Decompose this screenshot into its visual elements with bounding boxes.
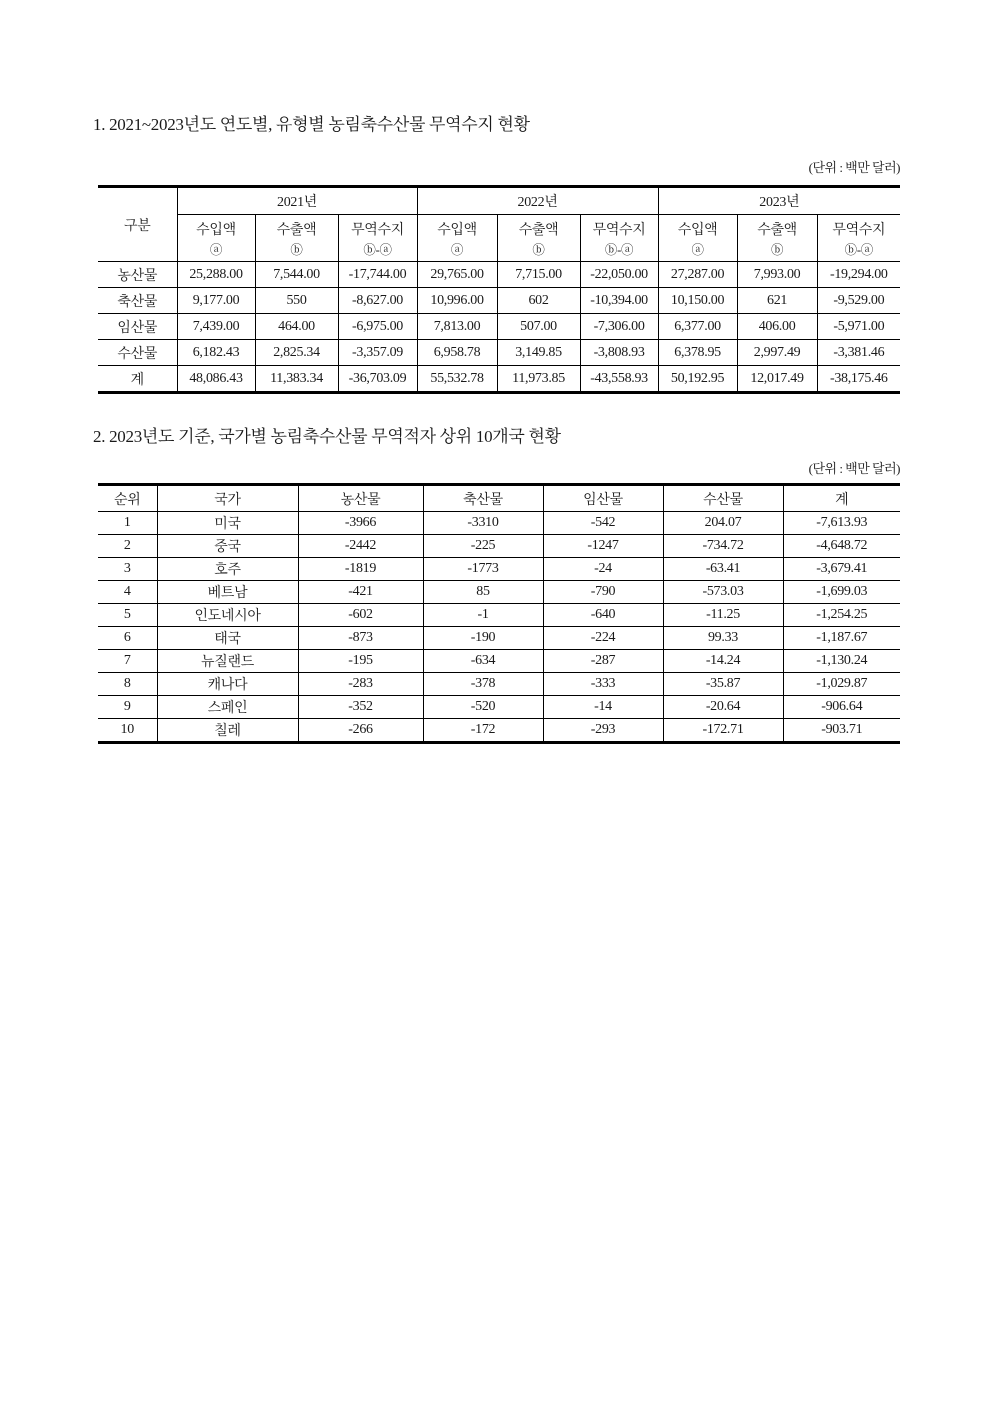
col-header-fishery: 수산물: [663, 485, 783, 512]
col-header-export: 수출액 ⓑ: [497, 215, 580, 262]
country-cell: 인도네시아: [157, 604, 298, 627]
value-cell: -3,381.46: [817, 340, 900, 366]
col-header-agriculture: 농산물: [298, 485, 423, 512]
circled-a-mark: ⓐ: [691, 242, 704, 257]
value-cell: -1,187.67: [783, 627, 900, 650]
country-cell: 태국: [157, 627, 298, 650]
value-cell: 550: [255, 288, 338, 314]
country-cell: 캐나다: [157, 673, 298, 696]
rank-cell: 9: [98, 696, 157, 719]
col-header-year-2023: 2023년: [658, 187, 900, 215]
value-cell: 7,439.00: [177, 314, 255, 340]
value-cell: 99.33: [663, 627, 783, 650]
value-cell: -1247: [543, 535, 663, 558]
value-cell: -24: [543, 558, 663, 581]
value-cell: -1,029.87: [783, 673, 900, 696]
value-cell: -790: [543, 581, 663, 604]
value-cell: 12,017.49: [737, 366, 817, 393]
section2-title: 2. 2023년도 기준, 국가별 농림축수산물 무역적자 상위 10개국 현황: [93, 427, 561, 446]
value-cell: -14.24: [663, 650, 783, 673]
value-cell: -378: [423, 673, 543, 696]
value-cell: 602: [497, 288, 580, 314]
table-row: [98, 581, 900, 604]
value-cell: 50,192.95: [658, 366, 737, 393]
circled-a-mark: ⓐ: [450, 242, 464, 257]
value-cell: 9,177.00: [177, 288, 255, 314]
circled-b-mark: ⓑ: [532, 242, 545, 257]
circled-b-mark: ⓑ: [770, 242, 784, 257]
circled-b-minus-a-mark: ⓑ-ⓐ: [844, 242, 873, 257]
sub-header-row: [98, 215, 900, 262]
value-cell: -873: [298, 627, 423, 650]
table-row: [98, 512, 900, 535]
country-cell: 뉴질랜드: [157, 650, 298, 673]
col-header-category: 구분: [98, 187, 177, 262]
col-header-forestry: 임산물: [543, 485, 663, 512]
value-cell: -1: [423, 604, 543, 627]
col-header-rank: 순위: [98, 485, 157, 512]
trade-balance-by-year-table: [98, 185, 900, 394]
col-header-export: 수출액 ⓑ: [737, 215, 817, 262]
table1-body: [98, 262, 900, 393]
row-label: 축산물: [98, 288, 177, 314]
table-row: [98, 366, 900, 393]
value-cell: -195: [298, 650, 423, 673]
value-cell: -8,627.00: [338, 288, 417, 314]
value-cell: -22,050.00: [580, 262, 658, 288]
row-label: 농산물: [98, 262, 177, 288]
value-cell: 29,765.00: [417, 262, 497, 288]
value-cell: -20.64: [663, 696, 783, 719]
value-cell: -5,971.00: [817, 314, 900, 340]
country-cell: 칠레: [157, 719, 298, 743]
value-cell: -542: [543, 512, 663, 535]
country-cell: 베트남: [157, 581, 298, 604]
country-cell: 중국: [157, 535, 298, 558]
col-header-livestock: 축산물: [423, 485, 543, 512]
table-row: [98, 673, 900, 696]
value-cell: -10,394.00: [580, 288, 658, 314]
value-cell: 507.00: [497, 314, 580, 340]
col-header-export: 수출액 ⓑ: [255, 215, 338, 262]
country-cell: 스페인: [157, 696, 298, 719]
col-header-total: 계: [783, 485, 900, 512]
value-cell: -38,175.46: [817, 366, 900, 393]
col-header-year-2021: 2021년: [177, 187, 417, 215]
value-cell: -1,130.24: [783, 650, 900, 673]
value-cell: -573.03: [663, 581, 783, 604]
value-cell: 3,149.85: [497, 340, 580, 366]
value-cell: 2,997.49: [737, 340, 817, 366]
table-row: [98, 696, 900, 719]
value-cell: -283: [298, 673, 423, 696]
value-cell: -1819: [298, 558, 423, 581]
value-cell: -293: [543, 719, 663, 743]
value-cell: 11,973.85: [497, 366, 580, 393]
circled-a-mark: ⓐ: [209, 242, 223, 257]
table-row: [98, 262, 900, 288]
value-cell: -4,648.72: [783, 535, 900, 558]
table-row: [98, 288, 900, 314]
value-cell: -6,975.00: [338, 314, 417, 340]
value-cell: 6,958.78: [417, 340, 497, 366]
section2-unit-label: (단위 : 백만 달러): [808, 461, 900, 476]
section1-title: 1. 2021~2023년도 연도별, 유형별 농림축수산물 무역수지 현황: [93, 115, 530, 134]
row-label: 임산물: [98, 314, 177, 340]
col-header-balance: 무역수지 ⓑ-ⓐ: [338, 215, 417, 262]
value-cell: -734.72: [663, 535, 783, 558]
value-cell: -36,703.09: [338, 366, 417, 393]
value-cell: -903.71: [783, 719, 900, 743]
value-cell: -9,529.00: [817, 288, 900, 314]
rank-cell: 7: [98, 650, 157, 673]
value-cell: 204.07: [663, 512, 783, 535]
value-cell: -3,679.41: [783, 558, 900, 581]
value-cell: -352: [298, 696, 423, 719]
deficit-top10-countries-table: [98, 483, 900, 744]
col-header-balance: 무역수지 ⓑ-ⓐ: [580, 215, 658, 262]
value-cell: -14: [543, 696, 663, 719]
value-cell: 10,996.00: [417, 288, 497, 314]
table-row: [98, 314, 900, 340]
table2-header: [98, 485, 900, 512]
value-cell: 6,378.95: [658, 340, 737, 366]
table-row: [98, 604, 900, 627]
value-cell: 621: [737, 288, 817, 314]
value-cell: -11.25: [663, 604, 783, 627]
value-cell: -17,744.00: [338, 262, 417, 288]
value-cell: -1,254.25: [783, 604, 900, 627]
rank-cell: 3: [98, 558, 157, 581]
value-cell: -224: [543, 627, 663, 650]
table2-body: [98, 512, 900, 743]
value-cell: 85: [423, 581, 543, 604]
value-cell: 11,383.34: [255, 366, 338, 393]
rank-cell: 6: [98, 627, 157, 650]
table-row: [98, 650, 900, 673]
value-cell: -225: [423, 535, 543, 558]
value-cell: -1773: [423, 558, 543, 581]
value-cell: -640: [543, 604, 663, 627]
value-cell: -333: [543, 673, 663, 696]
table-row: [98, 719, 900, 743]
table-row: [98, 535, 900, 558]
col-header-import: 수입액 ⓐ: [417, 215, 497, 262]
col-header-import: 수입액 ⓐ: [658, 215, 737, 262]
value-cell: 7,715.00: [497, 262, 580, 288]
value-cell: 7,813.00: [417, 314, 497, 340]
rank-cell: 5: [98, 604, 157, 627]
value-cell: -43,558.93: [580, 366, 658, 393]
year-header-row: [98, 187, 900, 215]
value-cell: -266: [298, 719, 423, 743]
table-row: [98, 340, 900, 366]
value-cell: 55,532.78: [417, 366, 497, 393]
circled-b-mark: ⓑ: [290, 242, 303, 257]
value-cell: -287: [543, 650, 663, 673]
country-cell: 미국: [157, 512, 298, 535]
value-cell: -3310: [423, 512, 543, 535]
value-cell: -2442: [298, 535, 423, 558]
value-cell: -906.64: [783, 696, 900, 719]
circled-b-minus-a-mark: ⓑ-ⓐ: [363, 242, 392, 257]
section1-unit-label: (단위 : 백만 달러): [808, 160, 900, 175]
table-row: [98, 627, 900, 650]
value-cell: -520: [423, 696, 543, 719]
row-label: 계: [98, 366, 177, 393]
value-cell: -63.41: [663, 558, 783, 581]
table1-header: [98, 187, 900, 262]
value-cell: 2,825.34: [255, 340, 338, 366]
value-cell: -172: [423, 719, 543, 743]
value-cell: 7,993.00: [737, 262, 817, 288]
value-cell: 6,182.43: [177, 340, 255, 366]
value-cell: -35.87: [663, 673, 783, 696]
rank-cell: 8: [98, 673, 157, 696]
col-header-balance: 무역수지 ⓑ-ⓐ: [817, 215, 900, 262]
col-header-country: 국가: [157, 485, 298, 512]
value-cell: -3,357.09: [338, 340, 417, 366]
rank-cell: 4: [98, 581, 157, 604]
value-cell: -19,294.00: [817, 262, 900, 288]
value-cell: 48,086.43: [177, 366, 255, 393]
row-label: 수산물: [98, 340, 177, 366]
value-cell: -7,306.00: [580, 314, 658, 340]
value-cell: 406.00: [737, 314, 817, 340]
value-cell: 27,287.00: [658, 262, 737, 288]
value-cell: -3,808.93: [580, 340, 658, 366]
value-cell: -190: [423, 627, 543, 650]
col-header-import: 수입액 ⓐ: [177, 215, 255, 262]
rank-cell: 10: [98, 719, 157, 743]
country-cell: 호주: [157, 558, 298, 581]
value-cell: -602: [298, 604, 423, 627]
value-cell: 10,150.00: [658, 288, 737, 314]
value-cell: -634: [423, 650, 543, 673]
header-row: [98, 485, 900, 512]
table-row: [98, 558, 900, 581]
document-content: [93, 0, 900, 744]
circled-b-minus-a-mark: ⓑ-ⓐ: [604, 242, 634, 257]
value-cell: -1,699.03: [783, 581, 900, 604]
value-cell: 7,544.00: [255, 262, 338, 288]
value-cell: -172.71: [663, 719, 783, 743]
rank-cell: 1: [98, 512, 157, 535]
value-cell: -421: [298, 581, 423, 604]
value-cell: 25,288.00: [177, 262, 255, 288]
value-cell: -7,613.93: [783, 512, 900, 535]
value-cell: 464.00: [255, 314, 338, 340]
rank-cell: 2: [98, 535, 157, 558]
value-cell: -3966: [298, 512, 423, 535]
col-header-year-2022: 2022년: [417, 187, 658, 215]
value-cell: 6,377.00: [658, 314, 737, 340]
